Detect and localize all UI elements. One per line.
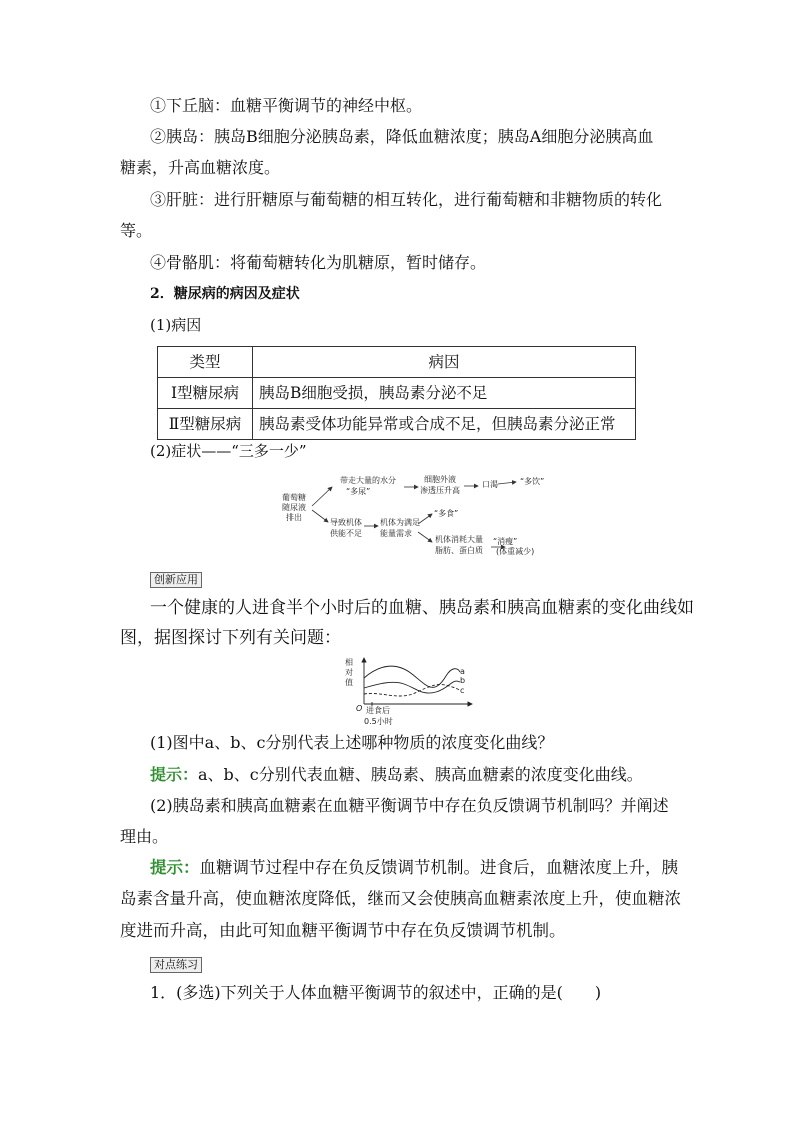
section-tag-innovation: 创新应用 xyxy=(150,572,202,588)
graph-xlabel-2: 0.5小时 xyxy=(364,717,393,726)
section-heading: 2．糖尿病的病因及症状 xyxy=(150,286,300,302)
flow-start-1: 葡萄糖 xyxy=(282,493,306,502)
intro-line: 图，据图探讨下列有关问题： xyxy=(120,628,341,648)
text-line: ③肝脏：进行肝糖原与葡萄糖的相互转化，进行葡萄糖和非糖物质的转化 xyxy=(150,190,663,209)
table-cell: 胰岛素受体功能异常或合成不足，但胰岛素分泌正常 xyxy=(253,409,636,440)
curve-label-c: c xyxy=(460,686,465,695)
flow-osm-1: 细胞外液 xyxy=(424,475,456,484)
table-row xyxy=(158,409,636,440)
table-header-row xyxy=(158,347,636,378)
flow-start-2: 随尿液 xyxy=(282,503,306,512)
graph-ylabel-2: 对 xyxy=(345,668,353,677)
curve-label-a: a xyxy=(460,667,465,676)
text-line: ①下丘脑：血糖平衡调节的神经中枢。 xyxy=(150,96,423,115)
graph-ylabel-1: 相 xyxy=(345,658,353,667)
flow-xiaoshou: “消瘦” xyxy=(493,537,518,546)
text-line: ④骨骼肌：将葡萄糖转化为肌糖原，暂时储存。 xyxy=(150,253,487,272)
curve-c xyxy=(364,685,460,697)
flow-energy-2: 供能不足 xyxy=(330,529,362,538)
answer-2 xyxy=(150,858,678,878)
answer-2-cont: 岛素含量升高，使血糖浓度降低，继而又会使胰高血糖素浓度上升，使血糖浓 xyxy=(120,889,681,908)
curve-b xyxy=(364,681,460,693)
flow-water: 带走大量的水分 xyxy=(340,476,396,485)
flow-need-2: 能量需求 xyxy=(380,529,412,538)
graph-origin: O xyxy=(356,704,363,713)
answer-text: 血糖调节过程中存在负反馈调节机制。进食后，血糖浓度上升，胰 xyxy=(199,858,678,877)
flow-need-1: 机体为满足 xyxy=(380,518,420,527)
curve-label-b: b xyxy=(460,676,466,685)
hint-label: 提示： xyxy=(150,765,199,784)
hint-label: 提示： xyxy=(150,858,200,877)
text-line: ②胰岛：胰岛B细胞分泌胰岛素，降低血糖浓度；胰岛A细胞分泌胰高血 xyxy=(150,127,654,146)
diabetes-cause-table xyxy=(157,346,636,440)
flow-weight: (体重减少) xyxy=(496,547,535,556)
table-cell: 胰岛B细胞受损，胰岛素分泌不足 xyxy=(253,378,636,409)
graph-ylabel-3: 值 xyxy=(345,678,353,687)
text-line: 糖素，升高血糖浓度。 xyxy=(120,158,281,177)
intro-line: 一个健康的人进食半个小时后的血糖、胰岛素和胰高血糖素的变化曲线如 xyxy=(150,598,694,618)
flow-consume-1: 机体消耗大量 xyxy=(435,535,483,544)
question-2-cont: 理由。 xyxy=(120,827,169,846)
table-cell: Ⅰ型糖尿病 xyxy=(158,378,253,409)
flow-duoshi: “多食” xyxy=(434,509,459,518)
symptom-flow-diagram xyxy=(270,470,560,560)
flow-thirst: 口渴 xyxy=(482,480,498,489)
table-cell: Ⅱ型糖尿病 xyxy=(158,409,253,440)
answer-1 xyxy=(150,765,643,785)
flow-energy-1: 导致机体 xyxy=(330,518,362,527)
flow-duoniao: “多尿” xyxy=(346,487,371,496)
table-row xyxy=(158,378,636,409)
subheading-symptom: (2)症状——“三多一少” xyxy=(150,442,307,460)
answer-2-cont: 度进而升高，由此可知血糖平衡调节中存在负反馈调节机制。 xyxy=(120,921,566,940)
answer-text: a、b、c分别代表血糖、胰岛素、胰高血糖素的浓度变化曲线。 xyxy=(198,765,643,784)
text-line: 等。 xyxy=(120,221,153,240)
practice-question-1: 1．(多选)下列关于人体血糖平衡调节的叙述中，正确的是( ) xyxy=(150,983,602,1002)
table-header-cell: 类型 xyxy=(158,347,253,378)
flow-duoyin: “多饮” xyxy=(520,477,545,486)
flow-consume-2: 脂肪、蛋白质 xyxy=(435,546,483,555)
question-2: (2)胰岛素和胰高血糖素在血糖平衡调节中存在负反馈调节机制吗？并阐述 xyxy=(150,796,669,815)
graph-xlabel-1: 进食后 xyxy=(366,706,390,715)
flow-osm-2: 渗透压升高 xyxy=(420,486,460,495)
question-1: (1)图中a、b、c分别代表上述哪种物质的浓度变化曲线？ xyxy=(150,733,554,752)
table-header-cell: 病因 xyxy=(253,347,636,378)
section-tag-practice: 对点练习 xyxy=(150,957,202,973)
hormone-curve-graph xyxy=(342,654,487,726)
subheading-cause: (1)病因 xyxy=(150,316,202,334)
flow-start-3: 排出 xyxy=(286,513,302,522)
